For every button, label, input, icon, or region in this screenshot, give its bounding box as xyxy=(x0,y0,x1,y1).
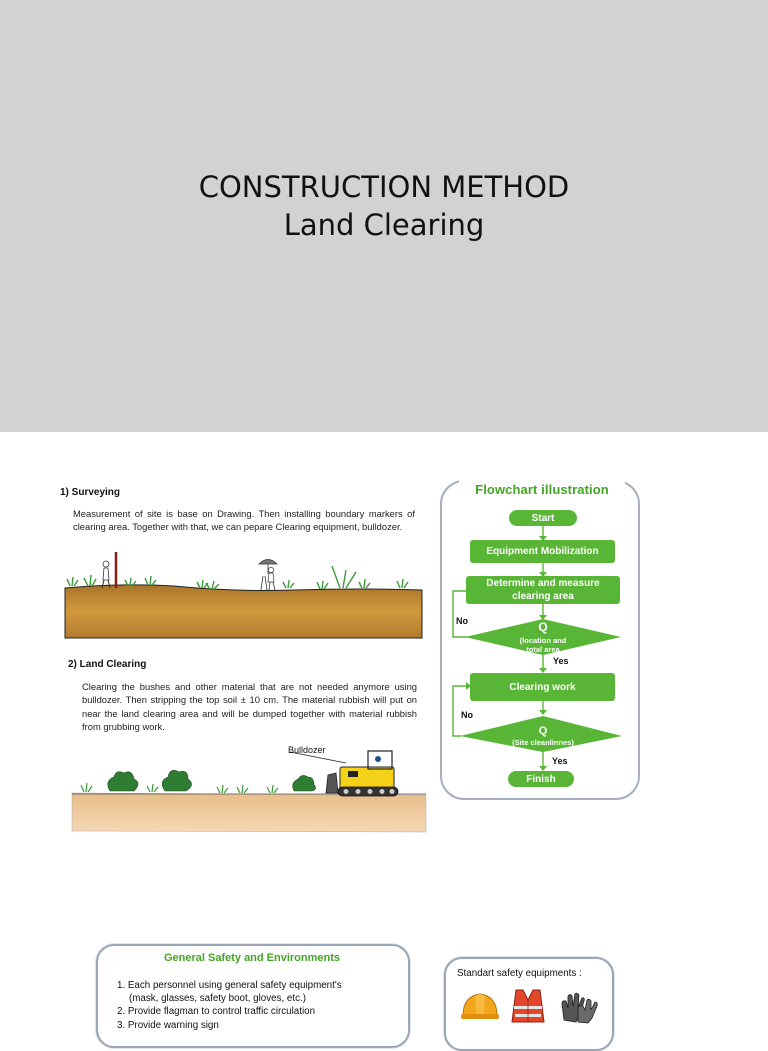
bulldozer-figure xyxy=(326,751,398,796)
hard-hat-icon xyxy=(460,988,500,1024)
flow-equipment-mobilization: Equipment Mobilization xyxy=(470,540,615,563)
decision-q1-subtext: (location and total area xyxy=(519,636,567,654)
general-safety-title: General Safety and Environments xyxy=(163,952,341,964)
decision-q1-no: No xyxy=(456,616,468,626)
surveyor-figure xyxy=(102,561,110,588)
gloves-icon xyxy=(558,990,602,1024)
flow-finish: Finish xyxy=(508,771,574,787)
flowchart-title: Flowchart illustration xyxy=(475,482,609,497)
surveyor-umbrella-figure xyxy=(259,560,277,591)
soil-layer xyxy=(65,585,422,638)
flow-start: Start xyxy=(509,510,577,526)
safety-item: 3. Provide warning sign xyxy=(117,1019,219,1031)
safety-vest-icon xyxy=(508,986,548,1024)
safety-item: 1. Each personnel using general safety equipment's xyxy=(117,980,342,991)
bulldozer-pointer-line xyxy=(290,752,346,763)
decision-q2-subtext: (Site cleanlinnes) xyxy=(512,738,574,747)
decision-q2-label: Q xyxy=(538,725,548,737)
land-clearing-heading: 2) Land Clearing xyxy=(68,659,147,670)
flow-determine-measure: Determine and measure clearing area xyxy=(466,576,620,604)
soil-layer xyxy=(72,793,426,832)
bushes xyxy=(108,770,316,791)
flow-clearing-work: Clearing work xyxy=(470,673,615,701)
safety-item: (mask, glasses, safety boot, gloves, etc.) xyxy=(129,993,306,1005)
land-clearing-text: Clearing the bushes and other material that are not needed anymore using bulldozer. Then stripping the top soil ± 10 cm. The material rubbish will put on near the land clearing area and will be dumped together with material rubbish from grubbing work. xyxy=(82,681,417,732)
title-slide xyxy=(0,0,768,432)
surveying-illustration xyxy=(64,550,424,640)
safety-equipment-title: Standart safety equipments : xyxy=(457,968,582,979)
slide-title: CONSTRUCTION METHOD xyxy=(198,170,570,204)
safety-item: 2. Provide flagman to control traffic circulation xyxy=(117,1006,316,1018)
surveying-heading: 1) Surveying xyxy=(60,487,121,498)
slide-subtitle: Land Clearing xyxy=(283,208,485,242)
decision-q2-no: No xyxy=(461,710,473,720)
bulldozer-label: Bulldozer xyxy=(288,745,326,755)
decision-q2-yes: Yes xyxy=(552,756,568,766)
decision-q1-yes: Yes xyxy=(553,656,569,666)
decision-q1-label: Q xyxy=(538,620,548,634)
surveying-text: Measurement of site is base on Drawing. Then installing boundary markers of clearing area. Together with that, we can pepare Clearing equipment, bulldozer. xyxy=(73,508,415,533)
land-clearing-illustration xyxy=(70,745,430,835)
